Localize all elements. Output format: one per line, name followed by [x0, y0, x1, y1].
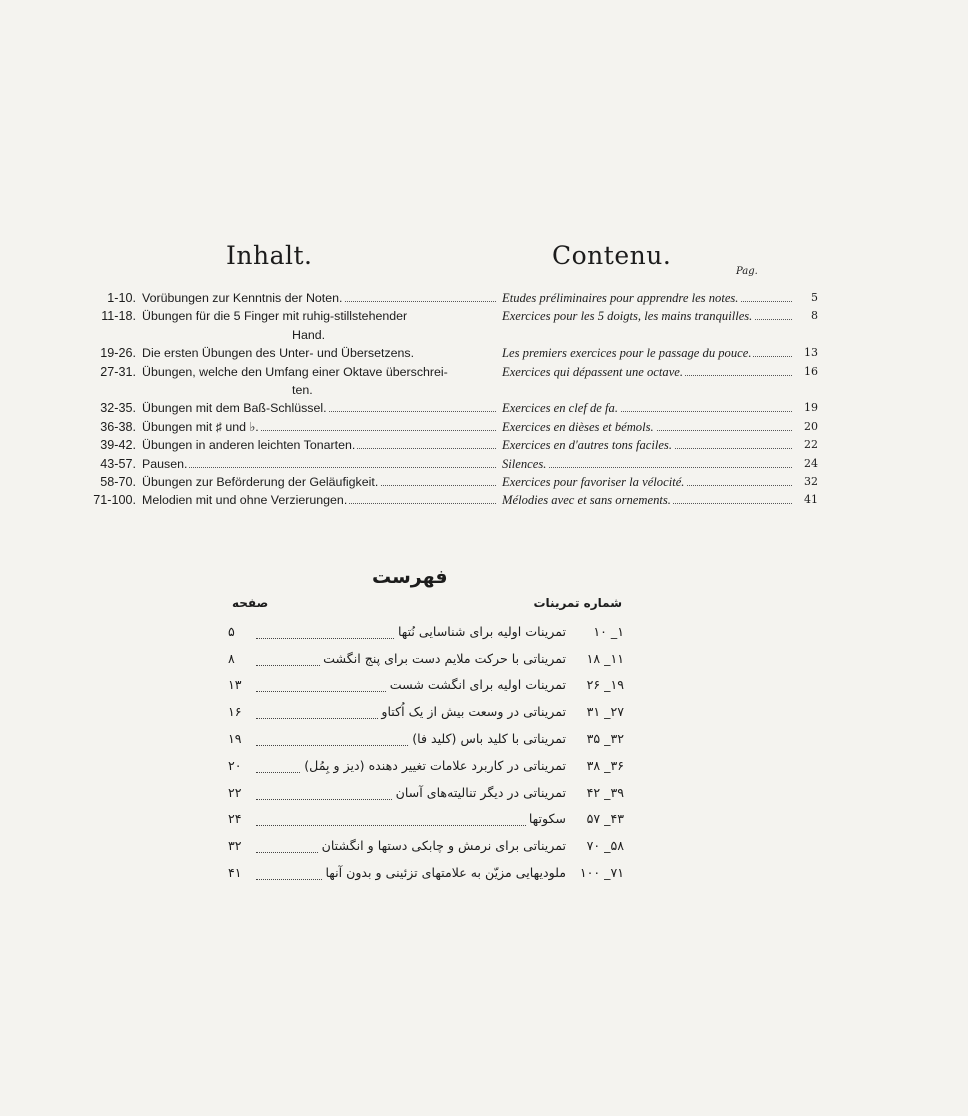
page-number: 8: [811, 309, 818, 323]
page-number: ۲۴: [228, 811, 242, 827]
exercise-range: 39-42.: [100, 438, 136, 453]
french-entry: Exercices pour favoriser la vélocité.: [502, 473, 798, 491]
persian-entry: تمریناتی در وسعت بیش از یک اُکتاو: [254, 704, 566, 719]
page-number: 19: [804, 401, 818, 415]
list-item: [228, 618, 624, 645]
exercise-range: 58-70.: [100, 475, 136, 490]
table-row: [68, 473, 818, 491]
persian-entry: تمریناتی با حرکت ملایم دست برای پنج انگشت: [254, 651, 566, 666]
exercise-range: 27-31.: [100, 364, 136, 379]
exercise-range: ۲۷_ ۳۱: [586, 704, 624, 720]
french-entry: Exercices en d'autres tons faciles.: [502, 436, 798, 454]
exercise-range: ۵۸_ ۷۰: [586, 838, 624, 854]
exercise-range: 11-18.: [101, 309, 136, 324]
persian-entry: تمریناتی در دیگر تنالیته‌های آسان: [254, 785, 566, 800]
exercise-range: 19-26.: [100, 346, 136, 361]
exercise-range: ۱۱_ ۱۸: [586, 650, 624, 666]
page-number: ۸: [228, 650, 235, 666]
french-entry: Exercices qui dépassent une octave.: [502, 363, 798, 381]
french-entry: Exercices pour les 5 doigts, les mains tranquilles.: [502, 307, 798, 325]
list-item: [228, 645, 624, 672]
french-entry: Silences.: [502, 455, 798, 473]
persian-entry: سکوتها: [254, 811, 566, 826]
persian-entry: ملودیهایی مزیّن به علامتهای تزئینی و بدون آنها: [254, 865, 566, 880]
table-row: [68, 491, 818, 509]
persian-entry: تمریناتی در کاربرد علامات تغییر دهنده (دیز و بِمُل): [254, 758, 566, 773]
table-row: [68, 436, 818, 454]
german-heading: Inhalt.: [226, 241, 313, 270]
page-number: ۲۰: [228, 757, 242, 773]
page-number: 41: [804, 493, 818, 507]
persian-contents-table: [228, 618, 624, 886]
exercise-range: 43-57.: [100, 456, 136, 471]
list-item: [228, 672, 624, 699]
persian-exercise-column-label: شماره تمرینات: [533, 596, 622, 610]
exercise-range: ۱_ ۱۰: [593, 623, 624, 639]
table-row: [68, 307, 818, 325]
page-number: 13: [804, 346, 818, 360]
exercise-range: ۳۶_ ۳۸: [586, 757, 624, 773]
contents-table: [68, 289, 818, 510]
list-item: [228, 859, 624, 886]
page-number: ۳۲: [228, 838, 242, 854]
list-item: [228, 806, 624, 833]
persian-page-column-label: صفحه: [232, 596, 269, 610]
exercise-range: 71-100.: [93, 493, 136, 508]
french-entry: Exercices en clef de fa.: [502, 399, 798, 417]
german-entry: Übungen, welche den Umfang einer Oktave überschrei-: [142, 364, 448, 379]
list-item: [228, 779, 624, 806]
table-row: [68, 399, 818, 417]
persian-entry: تمریناتی با کلید باس (کلید فا): [254, 731, 566, 746]
list-item: [228, 832, 624, 859]
exercise-range: ۷۱_ ۱۰۰: [579, 865, 624, 881]
exercise-range: ۳۹_ ۴۲: [586, 784, 624, 800]
persian-entry: تمریناتی برای نرمش و چابکی دستها و انگشتان: [254, 838, 566, 853]
exercise-range: 1-10.: [107, 291, 136, 305]
german-entry: Übungen zur Beförderung der Geläufigkeit.: [142, 473, 502, 491]
page-number: ۵: [228, 623, 235, 639]
table-row: [68, 363, 818, 381]
german-entry: Übungen für die 5 Finger mit ruhig-stillstehender: [142, 309, 408, 324]
page-number: ۱۳: [228, 677, 242, 693]
french-entry: Mélodies avec et sans ornements.: [502, 491, 798, 509]
exercise-range: ۴۳_ ۵۷: [586, 811, 624, 827]
exercise-range: ۳۲_ ۳۵: [586, 731, 624, 747]
french-entry: Exercices en dièses et bémols.: [502, 418, 798, 436]
page-number: 5: [811, 291, 818, 304]
list-item: [228, 752, 624, 779]
german-entry: Melodien mit und ohne Verzierungen.: [142, 491, 502, 509]
page-number: 22: [804, 438, 818, 452]
table-row: [68, 455, 818, 473]
page-column-label: Pag.: [736, 266, 758, 277]
french-entry: Les premiers exercices pour le passage du pouce.: [502, 344, 798, 362]
persian-entry: تمرینات اولیه برای شناسایی نُتها: [254, 624, 566, 639]
table-row-continuation: [68, 381, 758, 399]
persian-heading: فهرست: [372, 566, 448, 588]
table-row-continuation: [68, 326, 758, 344]
list-item: [228, 698, 624, 725]
persian-entry: تمرینات اولیه برای انگشت شست: [254, 677, 566, 692]
german-entry: Pausen.: [142, 455, 502, 473]
table-row: [68, 418, 818, 436]
german-entry-continuation: ten.: [292, 383, 313, 398]
page-number: 20: [804, 419, 818, 433]
exercise-range: 36-38.: [100, 419, 136, 434]
german-entry: Die ersten Übungen des Unter- und Übersetzens.: [142, 346, 415, 361]
table-row: [68, 344, 818, 362]
german-entry: Vorübungen zur Kenntnis der Noten.: [142, 289, 502, 307]
page-number: 32: [804, 475, 818, 489]
page-number: ۲۲: [228, 784, 242, 800]
german-entry: Übungen mit dem Baß-Schlüssel.: [142, 399, 502, 417]
german-entry: Übungen mit ♯ und ♭.: [142, 418, 502, 436]
german-entry-continuation: Hand.: [292, 327, 326, 342]
list-item: [228, 725, 624, 752]
german-entry: Übungen in anderen leichten Tonarten.: [142, 436, 502, 454]
french-heading: Contenu.: [552, 241, 672, 270]
table-row: [68, 289, 818, 307]
page-number: 16: [804, 364, 818, 378]
page-number: ۱۹: [228, 731, 242, 747]
exercise-range: ۱۹_ ۲۶: [586, 677, 624, 693]
page-number: 24: [804, 456, 818, 470]
page-number: ۱۶: [228, 704, 242, 720]
page-number: ۴۱: [228, 865, 242, 881]
french-entry: Etudes préliminaires pour apprendre les notes.: [502, 289, 798, 307]
exercise-range: 32-35.: [100, 401, 136, 416]
